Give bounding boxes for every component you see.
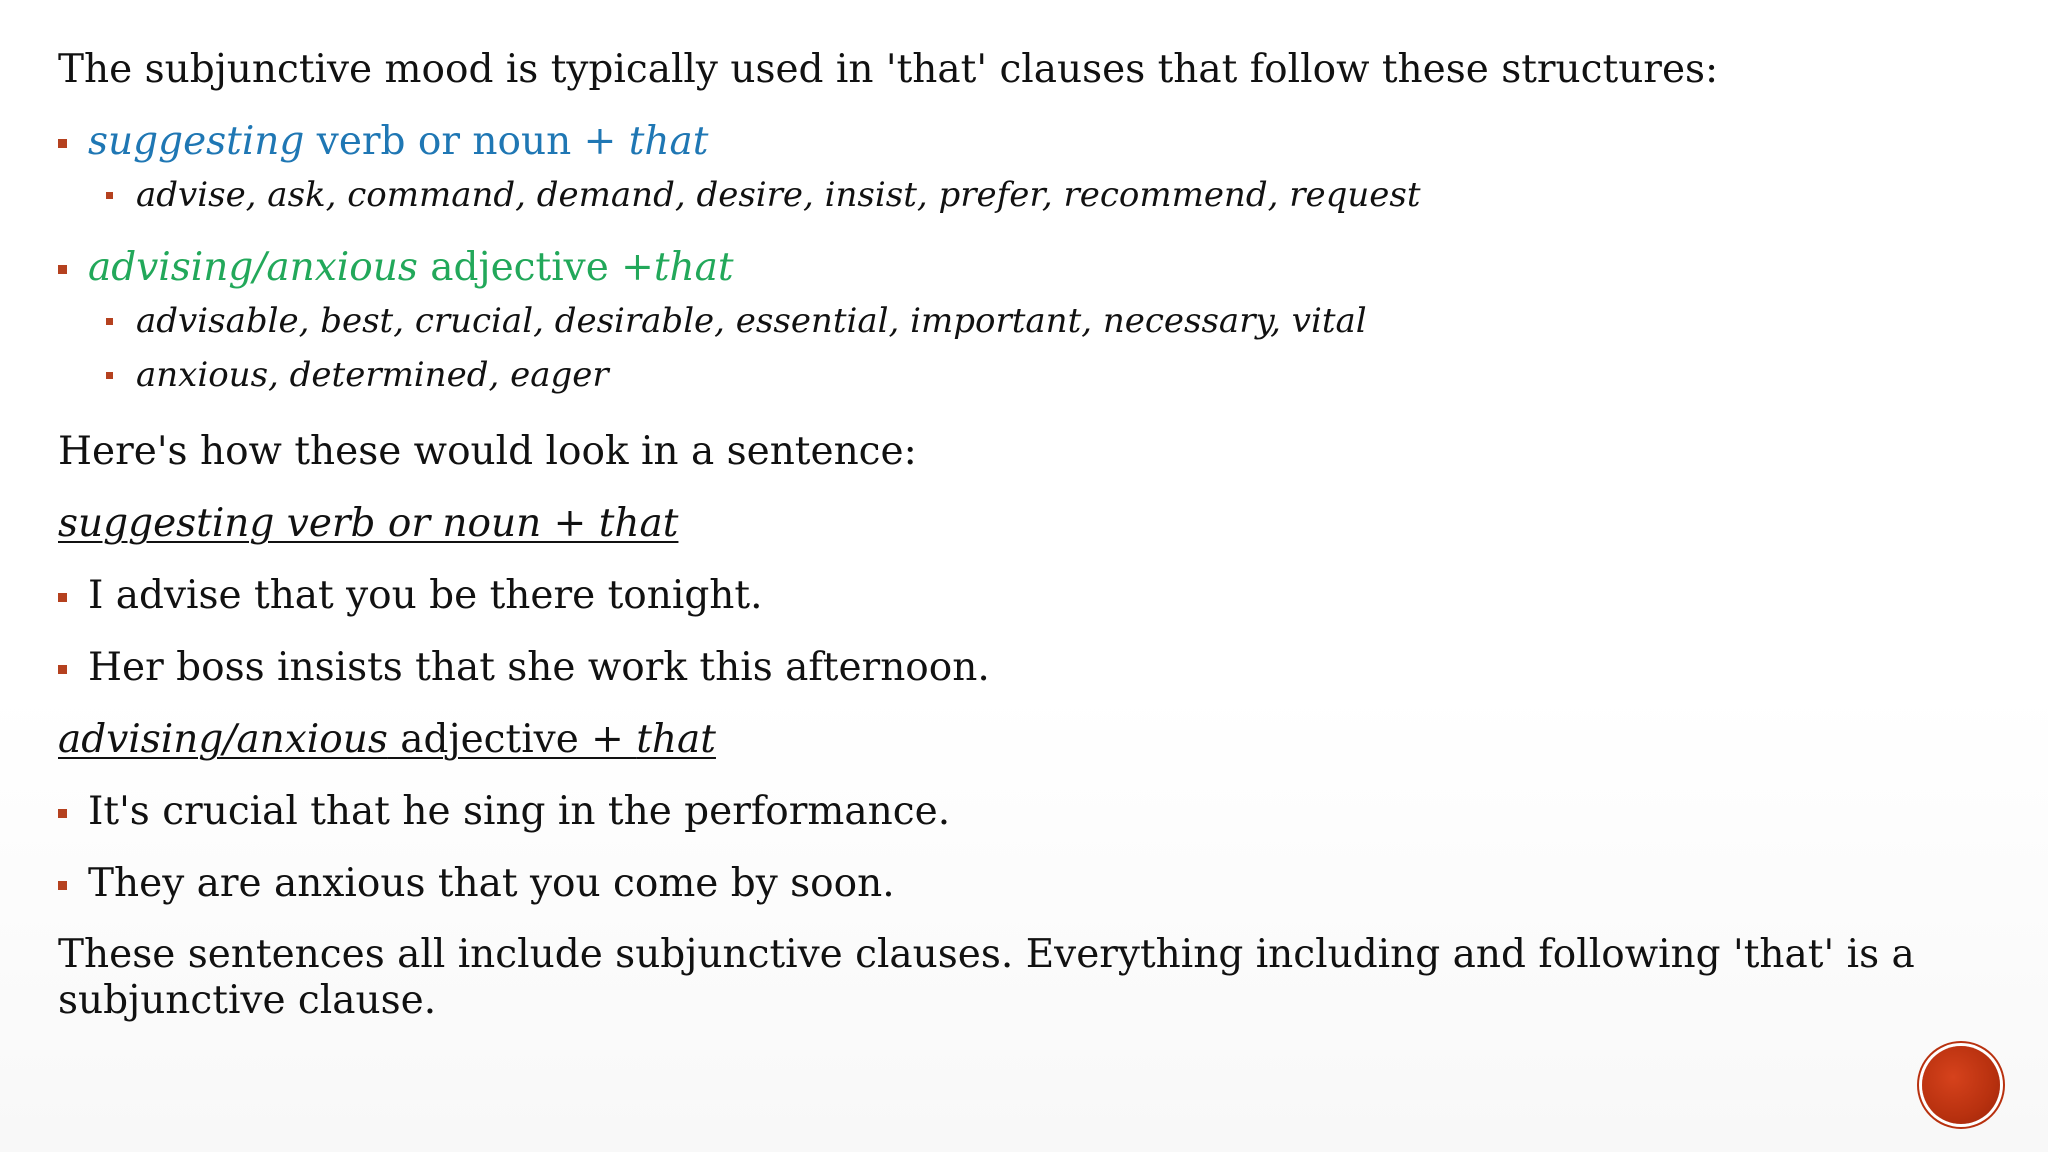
advising-that: that <box>653 245 734 290</box>
square-bullet-icon <box>58 809 67 818</box>
suggesting-examples-text: advise, ask, command, demand, desire, insist, prefer, recommend, request <box>136 175 1421 215</box>
heading-advising <box>58 716 716 764</box>
example-sentence-text: They are anxious that you come by soon. <box>88 861 895 906</box>
how-intro-text: Here's how these would look in a sentence: <box>58 429 917 474</box>
example-sentence-text: It's crucial that he sing in the performance. <box>88 789 951 834</box>
example-sentence <box>58 572 762 620</box>
heading-advising-mid: adjective + <box>387 717 637 762</box>
advising-examples-1 <box>106 300 1367 342</box>
structure-suggesting <box>58 118 708 166</box>
advising-examples-2-text: anxious, determined, eager <box>136 355 609 395</box>
heading-suggesting-text: suggesting verb or noun + that <box>58 501 679 546</box>
advising-rest: adjective + <box>417 245 654 290</box>
intro-text: The subjunctive mood is typically used in 'that' clauses that follow these structures: <box>58 47 1719 92</box>
example-sentence-text: Her boss insists that she work this afternoon. <box>88 645 990 690</box>
slide-nav-button[interactable] <box>1922 1046 2000 1124</box>
structure-advising <box>58 244 734 292</box>
square-bullet-icon <box>58 265 67 274</box>
square-bullet-icon <box>58 665 67 674</box>
square-bullet-icon <box>106 318 113 325</box>
example-sentence <box>58 644 990 692</box>
example-sentence <box>58 860 895 908</box>
square-bullet-icon <box>106 192 113 199</box>
advising-term: advising/anxious <box>88 245 418 290</box>
square-bullet-icon <box>58 881 67 890</box>
square-bullet-icon <box>58 593 67 602</box>
heading-advising-term: advising/anxious <box>58 717 388 762</box>
suggesting-that: that <box>628 119 709 164</box>
advising-examples-1-text: advisable, best, crucial, desirable, essential, important, necessary, vital <box>136 301 1367 341</box>
advising-examples-2 <box>106 354 609 396</box>
heading-advising-that: that <box>636 717 716 762</box>
square-bullet-icon <box>58 139 67 148</box>
conclusion-text: These sentences all include subjunctive clauses. Everything including and following 'that' is a subjunctive clause. <box>58 932 1915 1023</box>
example-sentence-text: I advise that you be there tonight. <box>88 573 763 618</box>
suggesting-term: suggesting <box>88 119 305 164</box>
example-sentence <box>58 788 950 836</box>
suggesting-examples <box>106 174 1420 216</box>
heading-suggesting <box>58 500 678 548</box>
square-bullet-icon <box>106 372 113 379</box>
suggesting-rest: verb or noun + <box>304 119 629 164</box>
